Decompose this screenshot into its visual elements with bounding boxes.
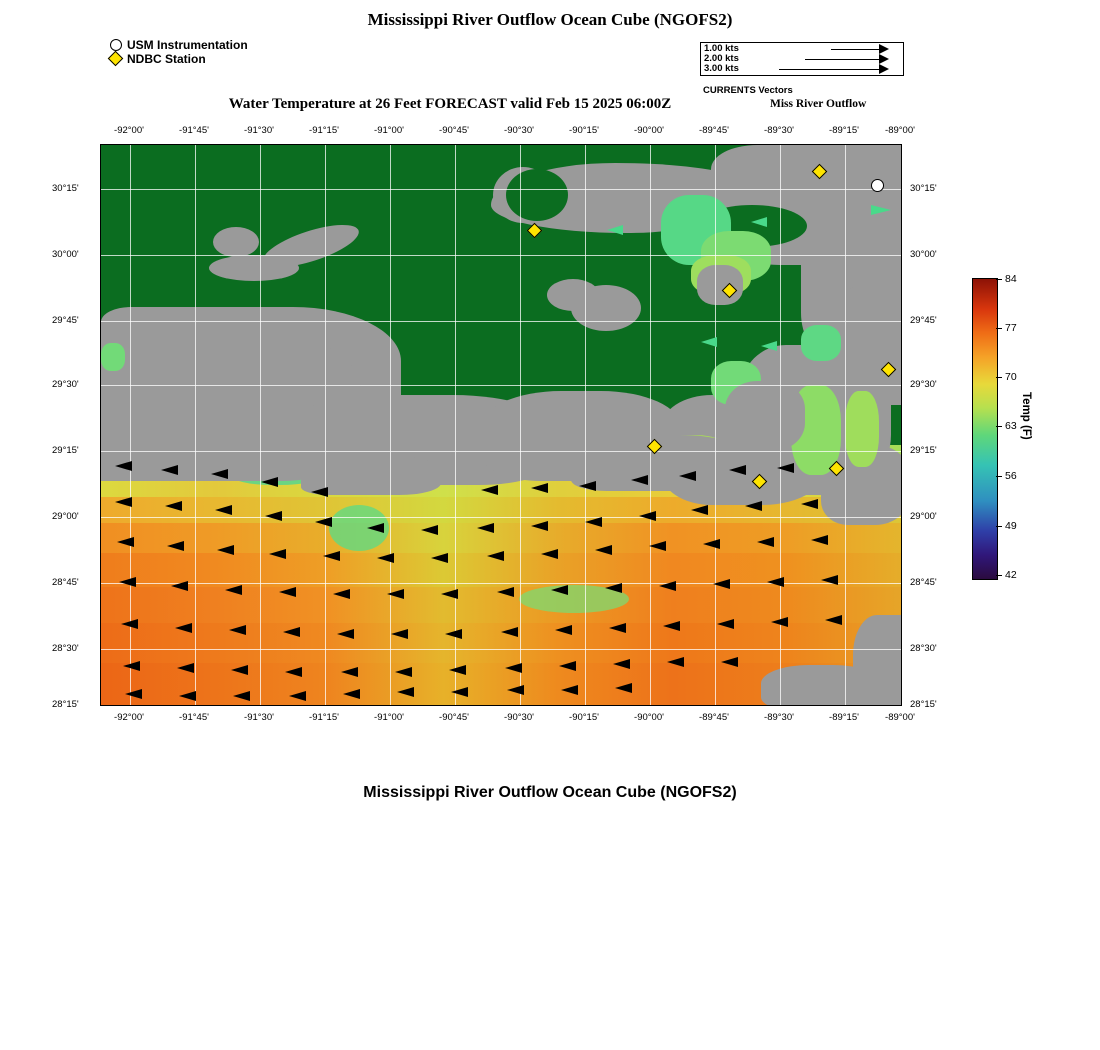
- axis-x-top-label: -92°00': [114, 125, 144, 136]
- axis-x-bottom-label: -89°30': [764, 712, 794, 723]
- axis-y-left-label: 29°45': [52, 315, 79, 326]
- axis-x-bottom-label: -92°00': [114, 712, 144, 723]
- axis-x-bottom-label: -89°45': [699, 712, 729, 723]
- legend-item-usm: [108, 38, 248, 52]
- axis-y-right-label: 29°15': [910, 445, 937, 456]
- axis-y-right-label: 29°30': [910, 379, 937, 390]
- axis-y-left-label: 30°15': [52, 183, 79, 194]
- axis-x-top-label: -90°15': [569, 125, 599, 136]
- vector-legend-label-3: 3.00 kts: [704, 63, 739, 74]
- axis-x-top-label: -90°00': [634, 125, 664, 136]
- vector-shaft-icon: [831, 49, 879, 50]
- station-legend: [108, 38, 248, 66]
- axis-x-top-label: -89°45': [699, 125, 729, 136]
- axis-x-bottom-label: -90°15': [569, 712, 599, 723]
- axis-y-left-label: 29°15': [52, 445, 79, 456]
- axis-y-left-label: 29°30': [52, 379, 79, 390]
- diamond-icon: [108, 52, 126, 66]
- axis-y-left-label: 28°45': [52, 577, 79, 588]
- axis-x-bottom-label: -91°30': [244, 712, 274, 723]
- axis-x-bottom-label: -90°00': [634, 712, 664, 723]
- axis-x-bottom-label: -89°00': [885, 712, 915, 723]
- current-vector-green: [701, 337, 717, 347]
- colorbar-gradient: [972, 278, 998, 580]
- axis-x-top-label: -90°30': [504, 125, 534, 136]
- vector-arrowhead-icon: [879, 54, 889, 64]
- axis-x-bottom-label: -89°15': [829, 712, 859, 723]
- currents-vector-legend: [700, 42, 904, 76]
- colorbar-tick-label: 42: [1005, 569, 1017, 581]
- axis-y-left-label: 28°30': [52, 643, 79, 654]
- axis-x-bottom-label: -91°00': [374, 712, 404, 723]
- axis-x-bottom-label: -91°45': [179, 712, 209, 723]
- axis-y-left-label: 29°00': [52, 511, 79, 522]
- axis-y-right-label: 28°30': [910, 643, 937, 654]
- axis-x-bottom-label: -90°30': [504, 712, 534, 723]
- vector-legend-label-1: 1.00 kts: [704, 43, 739, 54]
- region-label: Miss River Outflow: [770, 98, 867, 110]
- current-vector-green: [751, 217, 767, 227]
- legend-item-ndbc: [108, 52, 248, 66]
- colorbar-tick-label: 63: [1005, 420, 1017, 432]
- current-vector-green: [761, 341, 777, 351]
- axis-x-top-label: -91°00': [374, 125, 404, 136]
- chart-subtitle: Water Temperature at 26 Feet FORECAST valid Feb 15 2025 06:00Z: [228, 96, 672, 112]
- legend-label-usm: USM Instrumentation: [127, 38, 248, 52]
- axis-x-top-label: -90°45': [439, 125, 469, 136]
- axis-x-top-label: -91°15': [309, 125, 339, 136]
- axis-x-top-label: -89°15': [829, 125, 859, 136]
- axis-y-right-label: 28°15': [910, 699, 937, 710]
- vector-arrowhead-icon: [879, 44, 889, 54]
- colorbar-title: Temp (F): [1020, 392, 1032, 440]
- colorbar-tick-label: 49: [1005, 520, 1017, 532]
- page-title: Mississippi River Outflow Ocean Cube (NGOFS2): [367, 10, 733, 29]
- axis-y-right-label: 30°15': [910, 183, 937, 194]
- axis-y-right-label: 30°00': [910, 249, 937, 260]
- axis-x-bottom-label: -90°45': [439, 712, 469, 723]
- axis-y-left-label: 30°00': [52, 249, 79, 260]
- colorbar-tick-label: 84: [1005, 273, 1017, 285]
- axis-x-bottom-label: -91°15': [309, 712, 339, 723]
- colorbar-tick-label: 70: [1005, 371, 1017, 383]
- vector-shaft-icon: [805, 59, 879, 60]
- axis-x-top-label: -91°30': [244, 125, 274, 136]
- axis-x-top-label: -89°30': [764, 125, 794, 136]
- legend-label-ndbc: NDBC Station: [127, 52, 206, 66]
- colorbar-tick-label: 56: [1005, 470, 1017, 482]
- usm-instrumentation-marker[interactable]: [871, 179, 884, 192]
- axis-y-right-label: 29°00': [910, 511, 937, 522]
- map-canvas[interactable]: [100, 144, 902, 706]
- vector-arrowhead-icon: [879, 64, 889, 74]
- vector-legend-row-3: [701, 64, 903, 74]
- circle-icon: [108, 38, 126, 52]
- vector-legend-label-2: 2.00 kts: [704, 53, 739, 64]
- footer-title: Mississippi River Outflow Ocean Cube (NGOFS2): [363, 784, 737, 801]
- axis-y-left-label: 28°15': [52, 699, 79, 710]
- vector-shaft-icon: [779, 69, 879, 70]
- axis-y-right-label: 28°45': [910, 577, 937, 588]
- current-vector-green: [607, 225, 623, 235]
- current-vector-green: [871, 205, 891, 215]
- colorbar: [972, 272, 1042, 584]
- axis-y-right-label: 29°45': [910, 315, 937, 326]
- axis-x-top-label: -89°00': [885, 125, 915, 136]
- colorbar-tick-label: 77: [1005, 322, 1017, 334]
- currents-legend-caption: CURRENTS Vectors: [703, 85, 793, 96]
- axis-x-top-label: -91°45': [179, 125, 209, 136]
